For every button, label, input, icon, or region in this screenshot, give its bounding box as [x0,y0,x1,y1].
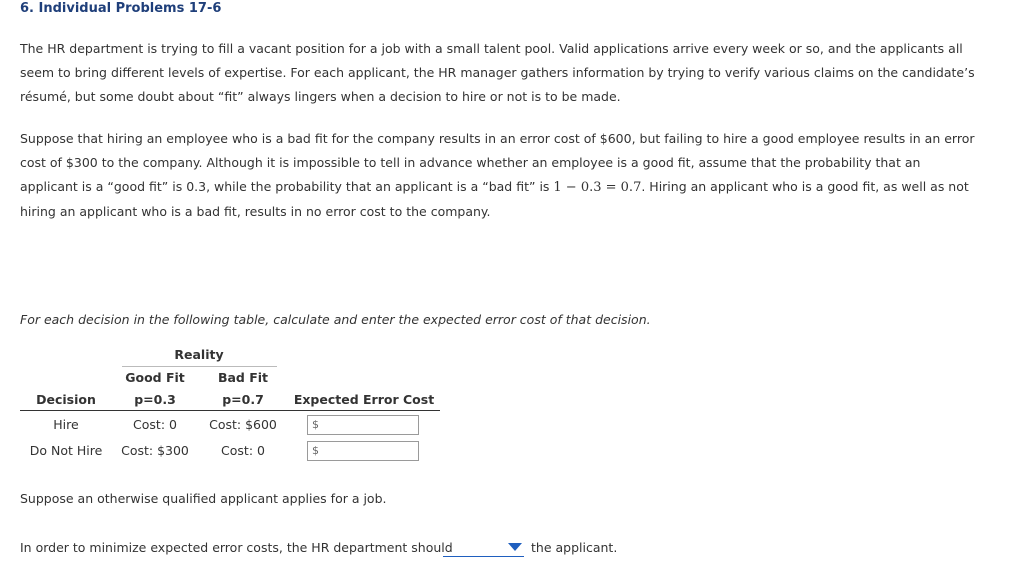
problem-title: 6. Individual Problems 17-6 [20,1,222,16]
reality-header: Reality [174,347,224,362]
no-hire-expected-cost-field[interactable] [307,441,419,461]
currency-symbol: $ [312,444,319,457]
decision-header: Decision [36,392,96,407]
row-no-hire-decision: Do Not Hire [29,443,103,458]
expected-cost-header: Expected Error Cost [293,392,435,407]
paragraph-costs [20,127,980,224]
hire-expected-cost-input[interactable] [322,417,414,433]
final-question-text: In order to minimize expected error costs, the HR department should [20,540,453,555]
paragraph-costs-text: Suppose that hiring an employee who is a bad fit for the company results in an error cost of $600, but failing to hire a good employee results in an error cost of $300 to the company. Although it is impossible to tell in advance whether an employee is a good fit, assume that the probability that an applicant is a “good fit” is 0.3, while the probability that an applicant is a “bad fit” is [20,131,975,194]
probability-math: 1 − 0.3 = 0.7 [553,180,642,195]
row-hire-bad-cost: Cost: $600 [209,417,277,432]
header-rule [20,410,440,411]
paragraph-intro: The HR department is trying to fill a vacant position for a job with a small talent pool. Valid applications arrive every week or so, and the applicants all seem to bring different levels of expertise. For each applicant, the HR manager gathers information by trying to verify various claims on the candidate’s résumé, but some doubt about “fit” always lingers when a decision to hire or not is to be made. [20,41,975,104]
good-fit-header: Good Fit [125,370,185,385]
currency-symbol: $ [312,418,319,431]
bad-fit-probability: p=0.7 [222,392,264,407]
table-instruction: For each decision in the following table, calculate and enter the expected error cost of that decision. [20,312,651,327]
no-hire-expected-cost-input[interactable] [322,443,414,459]
suppose-text: Suppose an otherwise qualified applicant applies for a job. [20,491,387,506]
row-no-hire-good-cost: Cost: $300 [121,443,189,458]
decision-dropdown[interactable] [443,538,524,557]
paragraph-costs-text-end: . Hiring an applicant who is a good fit, as well as not hiring an applicant who is a bad fit, results in no error cost to the company. [20,179,969,219]
row-hire-decision: Hire [53,417,79,432]
bad-fit-header: Bad Fit [217,370,269,385]
chevron-down-icon[interactable] [508,543,522,551]
row-hire-good-cost: Cost: 0 [133,417,177,432]
reality-underline [122,366,277,367]
final-question-end: the applicant. [531,540,618,555]
row-no-hire-bad-cost: Cost: 0 [221,443,265,458]
hire-expected-cost-field[interactable] [307,415,419,435]
good-fit-probability: p=0.3 [134,392,176,407]
